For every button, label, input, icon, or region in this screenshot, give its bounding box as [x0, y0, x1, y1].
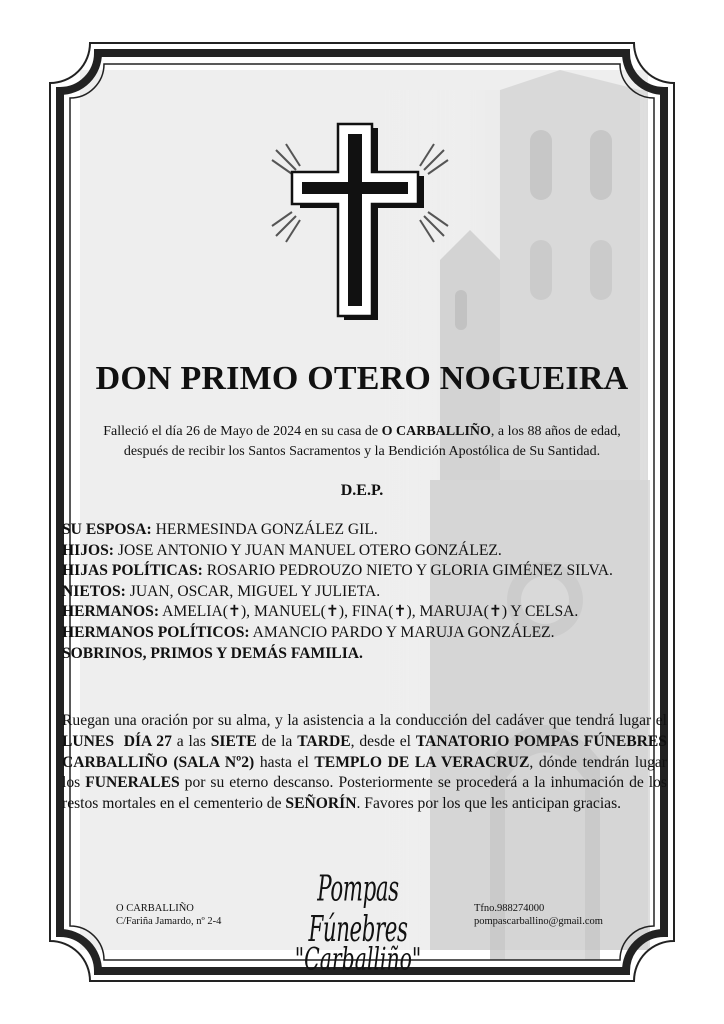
logo-line-2: "Carballiño": [294, 940, 422, 978]
closing-text: por su eterno descanso. Posteriormente se procederá a la inhumación de los restos mortales en el cementerio de: [62, 774, 667, 813]
footer-phone: Tfno.988274000: [474, 903, 545, 914]
closing-text: . Favores por los que les anticipan gracias.: [356, 795, 622, 813]
family-label: SOBRINOS, PRIMOS Y DEMÁS FAMILIA.: [62, 644, 363, 662]
family-row: [62, 623, 668, 644]
closing-text: Ruegan una oración por su alma, y la asistencia a la conducción del cadáver que tendrá lugar el: [62, 712, 667, 729]
family-row: [62, 602, 668, 623]
footer-email[interactable]: pompascarballino@gmail.com: [474, 916, 603, 927]
death-announcement: [60, 422, 664, 462]
closing-text: , desde el: [350, 732, 416, 750]
family-row: [62, 644, 668, 665]
closing-text: hasta el: [254, 753, 315, 771]
closing-text: , dónde tendrán lugar los: [62, 753, 667, 792]
family-value: JOSE ANTONIO Y JUAN MANUEL OTERO GONZÁLEZ.: [114, 541, 502, 559]
family-row: [62, 561, 668, 582]
logo-line-1: Pompas Fúnebres: [308, 869, 408, 951]
family-label: NIETOS:: [62, 582, 126, 600]
family-value: HERMESINDA GONZÁLEZ GIL.: [151, 521, 378, 538]
footer-city: O CARBALLIÑO: [116, 903, 194, 914]
footer-contact: [474, 902, 654, 928]
family-label: HIJAS POLÍTICAS:: [62, 562, 203, 580]
deceased-name: DON PRIMO OTERO NOGUEIRA: [95, 360, 629, 397]
closing-bold: LUNES DÍA 27: [62, 732, 172, 750]
family-list: [62, 520, 668, 664]
closing-bold: SIETE: [210, 732, 257, 750]
family-label: SU ESPOSA:: [62, 521, 152, 538]
family-value: JUAN, OSCAR, MIGUEL Y JULIETA.: [125, 582, 381, 600]
closing-bold: FUNERALES: [85, 774, 180, 792]
dep-heading: D.E.P.: [340, 482, 384, 499]
footer-street: C/Fariña Jamardo, nº 2-4: [116, 916, 222, 927]
closing-bold: TANATORIO POMPAS FÚNEBRES CARBALLIÑO (SALA Nº2): [62, 732, 667, 771]
closing-bold: TEMPLO DE LA VERACRUZ: [314, 753, 530, 771]
closing-bold: SEÑORÍN: [285, 795, 357, 813]
announcement-place: O CARBALLIÑO: [381, 424, 491, 439]
closing-text: a las: [171, 732, 211, 750]
closing-text: de la: [256, 732, 298, 750]
family-value: AMELIA(✝), MANUEL(✝), FINA(✝), MARUJA(✝) Y CELSA.: [159, 603, 579, 621]
family-label: HIJOS:: [62, 541, 114, 559]
family-value: ROSARIO PEDROUZO NIETO Y GLORIA GIMÉNEZ SILVA.: [202, 562, 613, 580]
cross-icon: [270, 120, 450, 335]
family-value: AMANCIO PARDO Y MARUJA GONZÁLEZ.: [249, 623, 555, 641]
family-label: HERMANOS POLÍTICOS:: [62, 623, 250, 641]
closing-bold: TARDE: [297, 732, 351, 750]
family-row: [62, 520, 668, 541]
funeral-home-logo: [258, 869, 458, 978]
family-label: HERMANOS:: [62, 603, 160, 621]
ceremony-paragraph: [62, 711, 667, 815]
announcement-text-2: , a los 88 años de edad,: [490, 424, 621, 439]
family-row: [62, 582, 668, 603]
announcement-line-2: después de recibir los Santos Sacramentos y la Bendición Apostólica de Su Santidad.: [123, 444, 601, 459]
announcement-text: Falleció el día 26 de Mayo de 2024 en su casa de: [103, 424, 382, 439]
family-row: [62, 541, 668, 562]
